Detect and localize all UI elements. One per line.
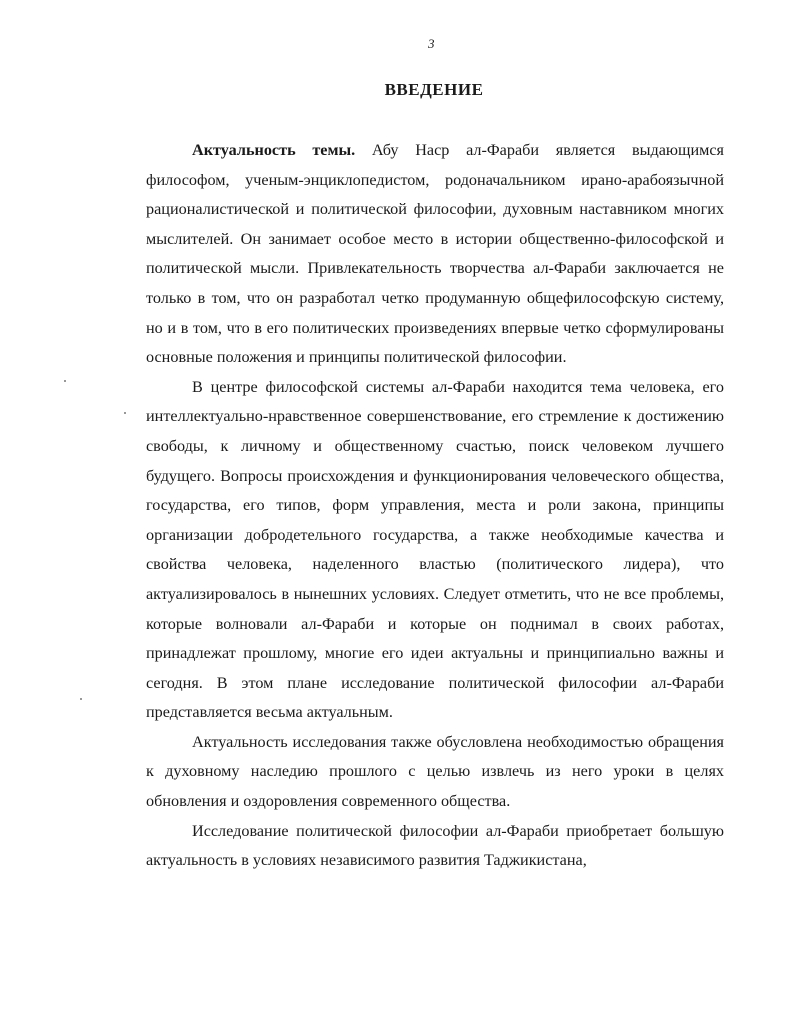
scan-speck <box>64 380 66 382</box>
body-text <box>146 136 724 876</box>
page-heading: ВВЕДЕНИЕ <box>384 80 484 99</box>
paragraph-lead: Актуальность темы. <box>192 141 356 159</box>
paragraph-tajikistan: Исследование политической философии ал-Фараби приобретает большую актуальность в условиях независимого развития Таджикистана, <box>146 821 724 870</box>
paragraph-spiritual-heritage: Актуальность исследования также обусловлена необходимостью обращения к духовному наследию прошлого с целью извлечь из него уроки в целях обновления и оздоровления современного общества. <box>146 732 724 811</box>
paragraph-relevance <box>146 136 724 373</box>
scan-speck <box>124 412 126 414</box>
scan-speck <box>80 698 82 700</box>
page-number: 3 <box>428 36 435 51</box>
paragraph-text: Абу Наср ал-Фараби является выдающимся философом, ученым-энциклопедистом, родоначальником ирано-арабоязычной рационалистической и политической философии, духовным наставником многих мыслителей. Он занимает особое место в истории общественно-философской и политической мысли. Привлекательность творчества ал-Фараби заключается не только в том, что он разработал четко продуманную общефилософскую систему, но и в том, что в его политических произведениях впервые четко сформулированы основные положения и принципы политической философии. <box>146 141 724 367</box>
paragraph-center-of-system: В центре философской системы ал-Фараби находится тема человека, его интеллектуально-нравственное совершенствование, его стремление к достижению свободы, к личному и общественному счастью, поиск человеком лучшего будущего. Вопросы происхождения и функционирования человеческого общества, государства, его типов, форм управления, места и роли закона, принципы организации добродетельного государства, а также необходимые качества и свойства человека, наделенного властью (политического лидера), что актуализировалось в нынешних условиях. Следует отметить, что не все проблемы, которые волновали ал-Фараби и которые он поднимал в своих работах, принадлежат прошлому, многие его идеи актуальны и принципиально важны и сегодня. В этом плане исследование политической философии ал-Фараби представляется весьма актуальным. <box>146 377 724 722</box>
